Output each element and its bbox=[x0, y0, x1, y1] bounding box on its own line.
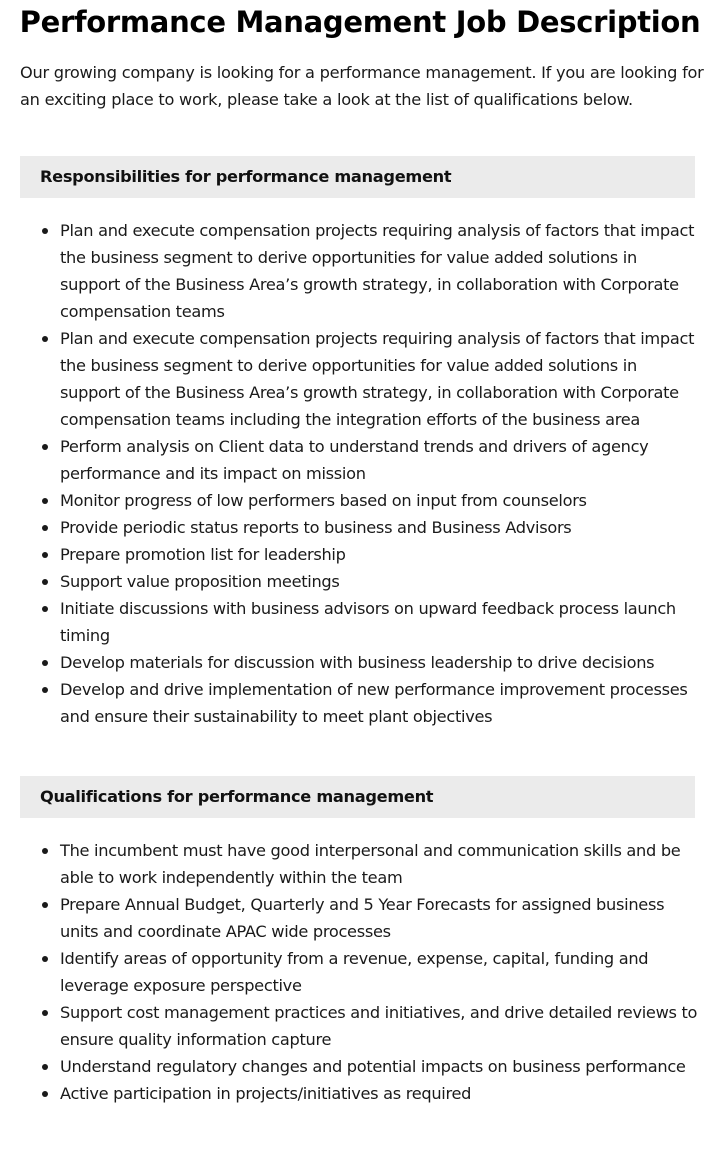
bullet-icon bbox=[42, 498, 48, 504]
list-item bbox=[60, 595, 700, 649]
bullet-icon bbox=[42, 579, 48, 585]
bullet-icon bbox=[42, 1064, 48, 1070]
qualifications-heading: Qualifications for performance management bbox=[20, 776, 695, 818]
list-item bbox=[60, 999, 700, 1053]
intro-paragraph: Our growing company is looking for a performance management. If you are looking for an exciting place to work, please take a look at the list of qualifications below. bbox=[20, 63, 704, 109]
list-item-text: Perform analysis on Client data to understand trends and drivers of agency performance and its impact on mission bbox=[60, 437, 649, 483]
bullet-icon bbox=[42, 1010, 48, 1016]
list-item bbox=[60, 217, 700, 325]
list-item-text: Plan and execute compensation projects requiring analysis of factors that impact the business segment to derive opportunities for value added solutions in support of the Business Area’s growth strategy, in collaboration with Corporate compensation teams including the integration efforts of the business area bbox=[60, 329, 695, 429]
bullet-icon bbox=[42, 606, 48, 612]
responsibilities-list bbox=[20, 217, 700, 730]
list-item-text: Develop materials for discussion with business leadership to drive decisions bbox=[60, 653, 655, 672]
bullet-icon bbox=[42, 687, 48, 693]
bullet-icon bbox=[42, 228, 48, 234]
list-item bbox=[60, 487, 700, 514]
list-item bbox=[60, 568, 700, 595]
list-item-text: Active participation in projects/initiatives as required bbox=[60, 1084, 472, 1103]
page-title: Performance Management Job Description bbox=[19, 5, 701, 39]
list-item bbox=[60, 433, 700, 487]
bullet-icon bbox=[42, 1091, 48, 1097]
list-item bbox=[60, 891, 700, 945]
list-item-text: Understand regulatory changes and potential impacts on business performance bbox=[60, 1057, 686, 1076]
list-item bbox=[60, 676, 700, 730]
responsibilities-heading: Responsibilities for performance management bbox=[20, 156, 695, 198]
bullet-icon bbox=[42, 444, 48, 450]
list-item-text: Provide periodic status reports to business and Business Advisors bbox=[60, 518, 572, 537]
list-item-text: Develop and drive implementation of new performance improvement processes and ensure their sustainability to meet plant objectives bbox=[60, 680, 688, 726]
list-item bbox=[60, 945, 700, 999]
list-item-text: The incumbent must have good interpersonal and communication skills and be able to work independently within the team bbox=[60, 841, 681, 887]
bullet-icon bbox=[42, 336, 48, 342]
list-item-text: Identify areas of opportunity from a revenue, expense, capital, funding and leverage exposure perspective bbox=[60, 949, 649, 995]
list-item bbox=[60, 1080, 700, 1107]
list-item-text: Prepare Annual Budget, Quarterly and 5 Year Forecasts for assigned business units and coordinate APAC wide processes bbox=[60, 895, 665, 941]
list-item-text: Plan and execute compensation projects requiring analysis of factors that impact the business segment to derive opportunities for value added solutions in support of the Business Area’s growth strategy, in collaboration with Corporate compensation teams bbox=[60, 221, 695, 321]
list-item-text: Prepare promotion list for leadership bbox=[60, 545, 346, 564]
list-item bbox=[60, 649, 700, 676]
list-item-text: Support value proposition meetings bbox=[60, 572, 340, 591]
bullet-icon bbox=[42, 660, 48, 666]
list-item-text: Initiate discussions with business advisors on upward feedback process launch timing bbox=[60, 599, 676, 645]
qualifications-list bbox=[20, 837, 700, 1107]
bullet-icon bbox=[42, 525, 48, 531]
bullet-icon bbox=[42, 902, 48, 908]
list-item bbox=[60, 837, 700, 891]
list-item-text: Monitor progress of low performers based on input from counselors bbox=[60, 491, 587, 510]
bullet-icon bbox=[42, 956, 48, 962]
list-item bbox=[60, 541, 700, 568]
list-item bbox=[60, 1053, 700, 1080]
list-item bbox=[60, 325, 700, 433]
list-item-text: Support cost management practices and initiatives, and drive detailed reviews to ensure quality information capture bbox=[60, 1003, 698, 1049]
list-item bbox=[60, 514, 700, 541]
bullet-icon bbox=[42, 848, 48, 854]
bullet-icon bbox=[42, 552, 48, 558]
